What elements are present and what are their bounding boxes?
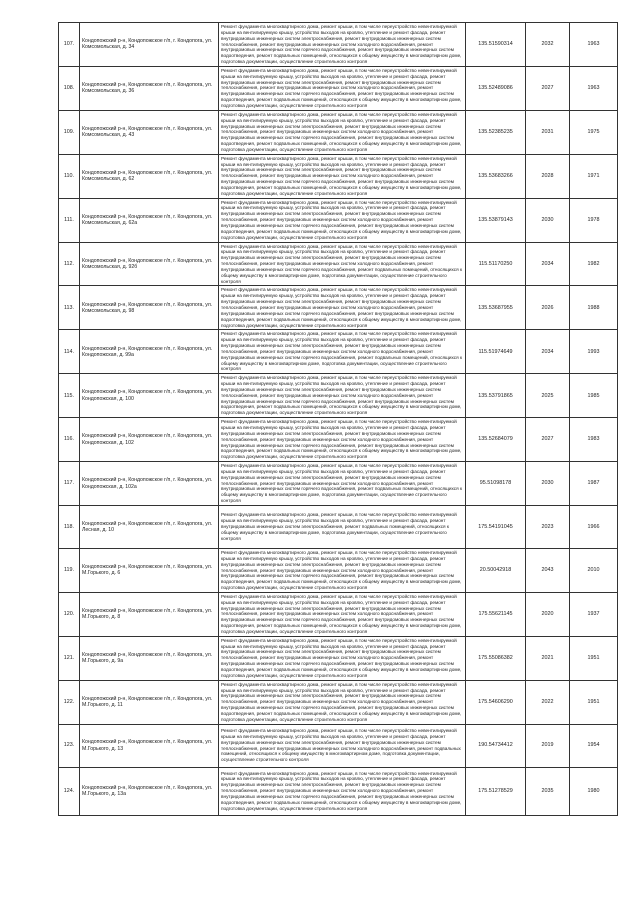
table-row [59,286,618,330]
table-row [59,462,618,506]
address-cell: Кондопожский р-н, Кондопожское г/п, г. Кондопога, ул. М.Горького, д. 11 [80,680,219,724]
row-number: 123. [59,724,80,767]
build-year-cell: 1988 [570,286,618,330]
address-cell: Кондопожский р-н, Кондопожское г/п, г. Кондопога, ул. Кондопожская, д. 99а [80,330,219,374]
cost-cell: 135.51590314 [466,23,526,67]
table-row [59,154,618,198]
planned-year-cell: 2030 [526,198,570,242]
row-number: 119. [59,548,80,592]
table-row [59,66,618,110]
row-number: 114. [59,330,80,374]
table-body [59,23,618,816]
planned-year-cell: 2021 [526,636,570,680]
table-row [59,505,618,548]
table-row [59,374,618,418]
cost-cell: 135.53687955 [466,286,526,330]
address-cell: Кондопожский р-н, Кондопожское г/п, г. Кондопога, ул. Комсомольская, д. 98 [80,286,219,330]
row-number: 109. [59,110,80,154]
work-description-cell: Ремонт фундамента многоквартирного дома, ремонт крыши, в том числе переустройство невентилируемой крыши на вентилируемую крышу, устройство выходов на кровлю, утепление и ремонт фасада, ремонт внутридомовых инженерных систем электроснабжения, ремонт внутридомовых инженерных систем теплоснабжения, ремонт внутридомовых инженерных систем холодного водоснабжения, ремонт внутридомовых инженерных систем горячего водоснабжения, ремонт внутридомовых инженерных систем водоотведения, ремонт подвальных помещений, относящихся к общему имуществу в многоквартирном доме, подготовка документации, осуществление строительного контроля [219,636,466,680]
table-row [59,636,618,680]
row-number: 113. [59,286,80,330]
address-cell: Кондопожский р-н, Кондопожское г/п, г. Кондопога, ул. Комсомольская, д. 43 [80,110,219,154]
address-cell: Кондопожский р-н, Кондопожское г/п, г. Кондопога, ул. М.Горького, д. 8 [80,592,219,636]
build-year-cell: 1937 [570,592,618,636]
cost-cell: 95.51098178 [466,462,526,506]
build-year-cell: 1963 [570,66,618,110]
address-cell: Кондопожский р-н, Кондопожское г/п, г. Кондопога, ул. М.Горького, д. 6 [80,548,219,592]
work-description-cell: Ремонт фундамента многоквартирного дома, ремонт крыши, в том числе переустройство невентилируемой крыши на вентилируемую крышу, устройство выходов на кровлю, утепление и ремонт фасада, ремонт внутридомовых инженерных систем электроснабжения, ремонт внутридомовых инженерных систем теплоснабжения, ремонт внутридомовых инженерных систем холодного водоснабжения, ремонт внутридомовых инженерных систем горячего водоснабжения, ремонт внутридомовых инженерных систем водоотведения, ремонт подвальных помещений, относящихся к общему имуществу в многоквартирном доме, подготовка документации, осуществление строительного контроля [219,680,466,724]
address-cell: Кондопожский р-н, Кондопожское г/п, г. Кондопога, ул. Комсомольская, д. 92б [80,242,219,286]
row-number: 121. [59,636,80,680]
build-year-cell: 1954 [570,724,618,767]
build-year-cell: 1975 [570,110,618,154]
row-number: 108. [59,66,80,110]
row-number: 122. [59,680,80,724]
work-description-cell: Ремонт фундамента многоквартирного дома, ремонт крыши, в том числе переустройство невентилируемой крыши на вентилируемую крышу, устройство выходов на кровлю, утепление и ремонт фасада, ремонт внутридомовых инженерных систем электроснабжения, ремонт внутридомовых инженерных систем теплоснабжения, ремонт внутридомовых инженерных систем холодного водоснабжения, ремонт внутридомовых инженерных систем горячего водоснабжения, ремонт внутридомовых инженерных систем водоотведения, ремонт подвальных помещений, относящихся к общему имуществу в многоквартирном доме, подготовка документации, осуществление строительного контроля [219,592,466,636]
cost-cell: 175.54191045 [466,505,526,548]
work-description-cell: Ремонт фундамента многоквартирного дома, ремонт крыши, в том числе переустройство невентилируемой крыши на вентилируемую крышу, устройство выходов на кровлю, утепление и ремонт фасада, ремонт внутридомовых инженерных систем электроснабжения, ремонт внутридомовых инженерных систем теплоснабжения, ремонт внутридомовых инженерных систем холодного водоснабжения, ремонт внутридомовых инженерных систем горячего водоснабжения, ремонт внутридомовых инженерных систем водоотведения, ремонт подвальных помещений, относящихся к общему имуществу в многоквартирном доме, подготовка документации, осуществление строительного контроля [219,374,466,418]
planned-year-cell: 2026 [526,286,570,330]
build-year-cell: 1966 [570,505,618,548]
work-description-cell: Ремонт фундамента многоквартирного дома, ремонт крыши, в том числе переустройство невентилируемой крыши на вентилируемую крышу, устройство выходов на кровлю, утепление и ремонт фасада, ремонт внутридомовых инженерных систем электроснабжения, ремонт внутридомовых инженерных систем теплоснабжения, ремонт внутридомовых инженерных систем холодного водоснабжения, ремонт внутридомовых инженерных систем горячего водоснабжения, ремонт внутридомовых инженерных систем водоотведения, ремонт подвальных помещений, относящихся к общему имуществу в многоквартирном доме, подготовка документации, осуществление строительного контроля [219,23,466,67]
row-number: 117. [59,462,80,506]
build-year-cell: 1987 [570,462,618,506]
work-description-cell: Ремонт фундамента многоквартирного дома, ремонт крыши, в том числе переустройство невентилируемой крыши на вентилируемую крышу, устройство выходов на кровлю, утепление и ремонт фасада, ремонт внутридомовых инженерных систем электроснабжения, ремонт внутридомовых инженерных систем теплоснабжения, ремонт внутридомовых инженерных систем холодного водоснабжения, ремонт внутридомовых инженерных систем горячего водоснабжения, ремонт внутридомовых инженерных систем водоотведения, ремонт подвальных помещений, относящихся к общему имуществу в многоквартирном доме, подготовка документации, осуществление строительного контроля [219,286,466,330]
cost-cell: 115.51974649 [466,330,526,374]
work-description-cell: Ремонт фундамента многоквартирного дома, ремонт крыши, в том числе переустройство невентилируемой крыши на вентилируемую крышу, устройство выходов на кровлю, утепление и ремонт фасада, ремонт внутридомовых инженерных систем электроснабжения, ремонт подвальных помещений, относящихся к общему имуществу в многоквартирном доме, подготовка документации, осуществление строительного контроля [219,505,466,548]
cost-cell: 135.52489086 [466,66,526,110]
cost-cell: 135.53683266 [466,154,526,198]
work-description-cell: Ремонт фундамента многоквартирного дома, ремонт крыши, в том числе переустройство невентилируемой крыши на вентилируемую крышу, устройство выходов на кровлю, утепление и ремонт фасада, ремонт внутридомовых инженерных систем электроснабжения, ремонт внутридомовых инженерных систем теплоснабжения, ремонт внутридомовых инженерных систем холодного водоснабжения, ремонт внутридомовых инженерных систем горячего водоснабжения, ремонт внутридомовых инженерных систем водоотведения, ремонт подвальных помещений, относящихся к общему имуществу в многоквартирном доме, подготовка документации, осуществление строительного контроля [219,418,466,462]
work-description-cell: Ремонт фундамента многоквартирного дома, ремонт крыши, в том числе переустройство невентилируемой крыши на вентилируемую крышу, устройство выходов на кровлю, утепление и ремонт фасада, ремонт внутридомовых инженерных систем электроснабжения, ремонт внутридомовых инженерных систем теплоснабжения, ремонт внутридомовых инженерных систем холодного водоснабжения, ремонт внутридомовых инженерных систем горячего водоснабжения, ремонт подвальных помещений, относящихся к общему имуществу в многоквартирном доме, подготовка документации, осуществление строительного контроля [219,242,466,286]
build-year-cell: 1951 [570,680,618,724]
cost-cell: 175.55621145 [466,592,526,636]
planned-year-cell: 2023 [526,505,570,548]
table-row [59,680,618,724]
build-year-cell: 1951 [570,636,618,680]
row-number: 110. [59,154,80,198]
table-row [59,198,618,242]
address-cell: Кондопожский р-н, Кондопожское г/п, г. Кондопога, ул. М.Горького, д. 9а [80,636,219,680]
work-description-cell: Ремонт фундамента многоквартирного дома, ремонт крыши, в том числе переустройство невентилируемой крыши на вентилируемую крышу, устройство выходов на кровлю, утепление и ремонт фасада, ремонт внутридомовых инженерных систем электроснабжения, ремонт внутридомовых инженерных систем теплоснабжения, ремонт внутридомовых инженерных систем холодного водоснабжения, ремонт внутридомовых инженерных систем горячего водоснабжения, ремонт подвальных помещений, относящихся к общему имуществу в многоквартирном доме, подготовка документации, осуществление строительного контроля [219,462,466,506]
row-number: 111. [59,198,80,242]
table-row [59,767,618,815]
work-description-cell: Ремонт фундамента многоквартирного дома, ремонт крыши, в том числе переустройство невентилируемой крыши на вентилируемую крышу, устройство выходов на кровлю, утепление и ремонт фасада, ремонт внутридомовых инженерных систем электроснабжения, ремонт внутридомовых инженерных систем теплоснабжения, ремонт внутридомовых инженерных систем холодного водоснабжения, ремонт внутридомовых инженерных систем горячего водоснабжения, ремонт внутридомовых инженерных систем водоотведения, ремонт подвальных помещений, относящихся к общему имуществу в многоквартирном доме, подготовка документации, осуществление строительного контроля [219,548,466,592]
build-year-cell: 1993 [570,330,618,374]
cost-cell: 175.51278529 [466,767,526,815]
cost-cell: 115.51170250 [466,242,526,286]
cost-cell: 175.54606290 [466,680,526,724]
build-year-cell: 1971 [570,154,618,198]
address-cell: Кондопожский р-н, Кондопожское г/п, г. Кондопога, ул. Комсомольская, д. 62а [80,198,219,242]
cost-cell: 135.53791865 [466,374,526,418]
row-number: 116. [59,418,80,462]
row-number: 107. [59,23,80,67]
planned-year-cell: 2028 [526,154,570,198]
table-row [59,418,618,462]
cost-cell: 135.52684079 [466,418,526,462]
build-year-cell: 1982 [570,242,618,286]
work-description-cell: Ремонт фундамента многоквартирного дома, ремонт крыши, в том числе переустройство невентилируемой крыши на вентилируемую крышу, устройство выходов на кровлю, утепление и ремонт фасада, ремонт внутридомовых инженерных систем электроснабжения, ремонт внутридомовых инженерных систем теплоснабжения, ремонт внутридомовых инженерных систем холодного водоснабжения, ремонт внутридомовых инженерных систем горячего водоснабжения, ремонт внутридомовых инженерных систем водоотведения, ремонт подвальных помещений, относящихся к общему имуществу в многоквартирном доме, подготовка документации, осуществление строительного контроля [219,198,466,242]
build-year-cell: 1963 [570,23,618,67]
planned-year-cell: 2035 [526,767,570,815]
address-cell: Кондопожский р-н, Кондопожское г/п, г. Кондопога, ул. Кондопожская, д. 100 [80,374,219,418]
program-table [58,22,618,816]
row-number: 112. [59,242,80,286]
table-row [59,110,618,154]
address-cell: Кондопожский р-н, Кондопожское г/п, г. Кондопога, ул. М.Горького, д. 13 [80,724,219,767]
planned-year-cell: 2019 [526,724,570,767]
cost-cell: 190.54734412 [466,724,526,767]
cost-cell: 175.55086382 [466,636,526,680]
planned-year-cell: 2027 [526,66,570,110]
planned-year-cell: 2027 [526,418,570,462]
address-cell: Кондопожский р-н, Кондопожское г/п, г. Кондопога, ул. М.Горького, д. 13а [80,767,219,815]
address-cell: Кондопожский р-н, Кондопожское г/п, г. Кондопога, ул. Лесная, д. 10 [80,505,219,548]
row-number: 115. [59,374,80,418]
cost-cell: 135.53879143 [466,198,526,242]
row-number: 124. [59,767,80,815]
row-number: 118. [59,505,80,548]
planned-year-cell: 2034 [526,242,570,286]
build-year-cell: 2010 [570,548,618,592]
table-row [59,242,618,286]
row-number: 120. [59,592,80,636]
table-row [59,724,618,767]
address-cell: Кондопожский р-н, Кондопожское г/п, г. Кондопога, ул. Комсомольская, д. 36 [80,66,219,110]
address-cell: Кондопожский р-н, Кондопожское г/п, г. Кондопога, ул. Комсомольская, д. 34 [80,23,219,67]
planned-year-cell: 2020 [526,592,570,636]
build-year-cell: 1980 [570,767,618,815]
cost-cell: 20.50042918 [466,548,526,592]
planned-year-cell: 2030 [526,462,570,506]
planned-year-cell: 2025 [526,374,570,418]
work-description-cell: Ремонт фундамента многоквартирного дома, ремонт крыши, в том числе переустройство невентилируемой крыши на вентилируемую крышу, устройство выходов на кровлю, утепление и ремонт фасада, ремонт внутридомовых инженерных систем электроснабжения, ремонт внутридомовых инженерных систем теплоснабжения, ремонт внутридомовых инженерных систем холодного водоснабжения, ремонт внутридомовых инженерных систем горячего водоснабжения, ремонт внутридомовых инженерных систем водоотведения, ремонт подвальных помещений, относящихся к общему имуществу в многоквартирном доме, подготовка документации, осуществление строительного контроля [219,767,466,815]
cost-cell: 135.52385235 [466,110,526,154]
work-description-cell: Ремонт фундамента многоквартирного дома, ремонт крыши, в том числе переустройство невентилируемой крыши на вентилируемую крышу, устройство выходов на кровлю, утепление и ремонт фасада, ремонт внутридомовых инженерных систем электроснабжения, ремонт внутридомовых инженерных систем теплоснабжения, ремонт внутридомовых инженерных систем холодного водоснабжения, ремонт подвальных помещений, относящихся к общему имуществу в многоквартирном доме, подготовка документации, осуществление строительного контроля [219,724,466,767]
planned-year-cell: 2031 [526,110,570,154]
work-description-cell: Ремонт фундамента многоквартирного дома, ремонт крыши, в том числе переустройство невентилируемой крыши на вентилируемую крышу, устройство выходов на кровлю, утепление и ремонт фасада, ремонт внутридомовых инженерных систем электроснабжения, ремонт внутридомовых инженерных систем теплоснабжения, ремонт внутридомовых инженерных систем холодного водоснабжения, ремонт внутридомовых инженерных систем горячего водоснабжения, ремонт внутридомовых инженерных систем водоотведения, ремонт подвальных помещений, относящихся к общему имуществу в многоквартирном доме, подготовка документации, осуществление строительного контроля [219,66,466,110]
planned-year-cell: 2043 [526,548,570,592]
table-row [59,592,618,636]
table-row [59,330,618,374]
table-row [59,548,618,592]
planned-year-cell: 2034 [526,330,570,374]
address-cell: Кондопожский р-н, Кондопожское г/п, г. Кондопога, ул. Комсомольская, д. 62 [80,154,219,198]
build-year-cell: 1978 [570,198,618,242]
work-description-cell: Ремонт фундамента многоквартирного дома, ремонт крыши, в том числе переустройство невентилируемой крыши на вентилируемую крышу, устройство выходов на кровлю, утепление и ремонт фасада, ремонт внутридомовых инженерных систем электроснабжения, ремонт внутридомовых инженерных систем теплоснабжения, ремонт внутридомовых инженерных систем холодного водоснабжения, ремонт внутридомовых инженерных систем горячего водоснабжения, ремонт внутридомовых инженерных систем водоотведения, ремонт подвальных помещений, относящихся к общему имуществу в многоквартирном доме, подготовка документации, осуществление строительного контроля [219,110,466,154]
work-description-cell: Ремонт фундамента многоквартирного дома, ремонт крыши, в том числе переустройство невентилируемой крыши на вентилируемую крышу, устройство выходов на кровлю, утепление и ремонт фасада, ремонт внутридомовых инженерных систем электроснабжения, ремонт внутридомовых инженерных систем теплоснабжения, ремонт внутридомовых инженерных систем холодного водоснабжения, ремонт внутридомовых инженерных систем горячего водоснабжения, ремонт подвальных помещений, относящихся к общему имуществу в многоквартирном доме, подготовка документации, осуществление строительного контроля [219,330,466,374]
planned-year-cell: 2022 [526,680,570,724]
planned-year-cell: 2032 [526,23,570,67]
build-year-cell: 1985 [570,374,618,418]
table-row [59,23,618,67]
address-cell: Кондопожский р-н, Кондопожское г/п, г. Кондопога, ул. Кондопожская, д. 102 [80,418,219,462]
address-cell: Кондопожский р-н, Кондопожское г/п, г. Кондопога, ул. Кондопожская, д. 102а [80,462,219,506]
build-year-cell: 1983 [570,418,618,462]
work-description-cell: Ремонт фундамента многоквартирного дома, ремонт крыши, в том числе переустройство невентилируемой крыши на вентилируемую крышу, устройство выходов на кровлю, утепление и ремонт фасада, ремонт внутридомовых инженерных систем электроснабжения, ремонт внутридомовых инженерных систем теплоснабжения, ремонт внутридомовых инженерных систем холодного водоснабжения, ремонт внутридомовых инженерных систем горячего водоснабжения, ремонт внутридомовых инженерных систем водоотведения, ремонт подвальных помещений, относящихся к общему имуществу в многоквартирном доме, подготовка документации, осуществление строительного контроля [219,154,466,198]
